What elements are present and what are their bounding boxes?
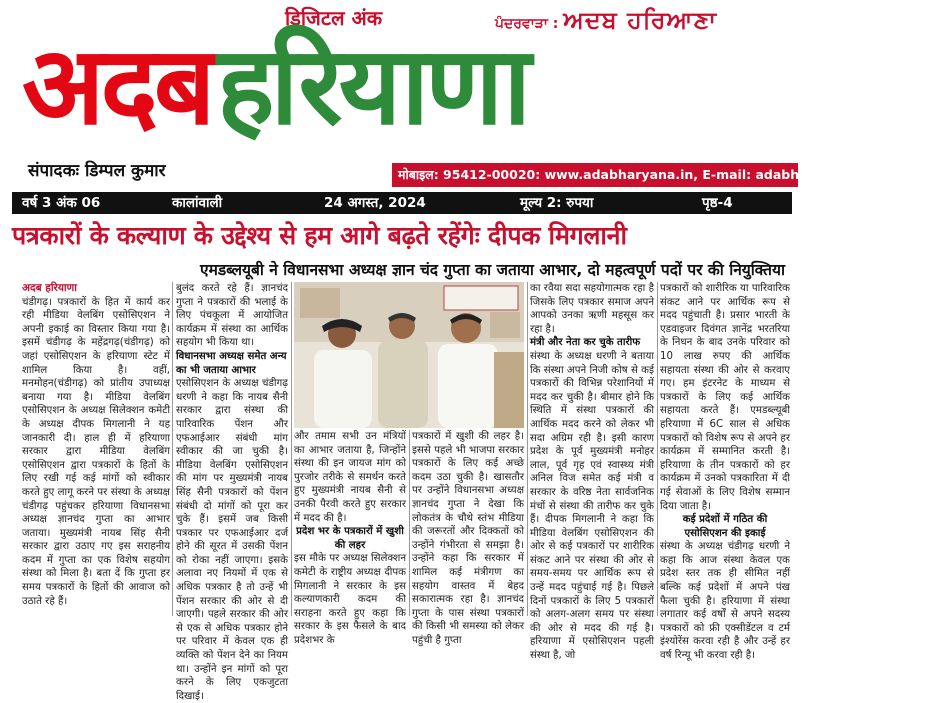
col3-text-c: पत्रकारों में खुशी की लहर है। इससे पहले भी भाजपा सरकार पत्रकारों के लिए कई अच्छे कदम उठा चुकी है। खासतौर पर उन्होंने विधानसभा अध्यक्ष ज्ञानचंद गुप्ता ने देखा कि लोकतंत्र के चौथे स्तंभ मीडिया की जरूरतों और दिक्कतों को उन्होंने गंभीरता से समझा है। उन्होंने कहा कि सरकार में शामिल कई मंत्रीगण का सहयोग वास्तव में बेहद सकारात्मक रहा है। ज्ञानचंद गुप्ता के पास संस्था पत्रकारों की किसी भी समस्या को लेकर पहुंची है गुप्ता bbox=[412, 431, 524, 646]
col4-section-heading: मंत्री और नेता कर चुके तारीफ bbox=[530, 337, 641, 349]
article-column-5 bbox=[660, 282, 790, 662]
headline: पत्रकारों के कल्याण के उद्देश्य से हम आगे बढ़ते रहेंगेः दीपक मिगलानी bbox=[12, 221, 627, 250]
date: 24 अगस्त, 2024 bbox=[324, 195, 426, 211]
contact-bar: मोबाइल: 95412-00020: www.adabharyana.in, E-mail: adabharyana@gmail.com bbox=[392, 163, 798, 187]
place: कालांवाली bbox=[172, 195, 223, 211]
punjabi-label: ਪੰਦਰਵਾੜਾ : bbox=[495, 16, 559, 32]
price: मूल्य 2: रुपया bbox=[520, 195, 594, 211]
editor-line: संपादकः डिम्पल कुमार bbox=[28, 161, 166, 181]
col3-text-a: और तमाम सभी उन मंत्रियों का आभार जताया है, जिन्होंने संस्था की इन जायज मांग को पुरजोर तरीके से समर्थन करते हुए मुख्यमंत्री नायब सैनी से उनकी पैरवी करते हुए सरकार में मदद की है। bbox=[294, 431, 406, 524]
byline: अदब हरियाणा bbox=[22, 282, 77, 294]
col2-text-b: एसोसिएशन के अध्यक्ष चंडीगढ़ धरणी ने कहा कि नायब सैनी सरकार द्वारा संस्था की पारिवारिक पेंशन और एफआईआर संबंधी मांग स्वीकार की जा चुकी है। मीडिया वेलबिंग एसोसिएशन की मांग पर मुख्यमंत्री नायब सिंह सैनी पत्रकारों को पेंशन संबंधी दो मांगों को पूरा कर चुके हैं। इसमें जब किसी पत्रकार पर एफआईआर दर्ज होने की सूरत में उसकी पेंशन को रोका नहीं जाएगा। इसके अलावा नए नियमों में एक से अधिक पत्रकार है तो उन्हें भी पेंशन सरकार की ओर से दी जाएगी। पहले सरकार की ओर से एक से अधिक पत्रकार होने पर परिवार में केवल एक ही व्यक्ति को पेंशन देने का नियम था। उन्होंने इन मांगों को पूरा करने के लिए एकजुटता दिखाई। bbox=[176, 378, 288, 702]
article-column-2 bbox=[176, 282, 288, 702]
col2-text-a: बुलंद करते रहे हैं। ज्ञानचंद गुप्ता ने पत्रकारों की भलाई के लिए पंचकूला में आयोजित कार्यक्रम में संस्था का आर्थिक सहयोग भी किया था। bbox=[176, 283, 288, 349]
newspaper-logo bbox=[22, 24, 528, 149]
digital-edition-label: डिजिटल अंक bbox=[285, 6, 383, 30]
article-column-3a bbox=[294, 430, 406, 646]
photo-illustration bbox=[294, 282, 524, 428]
subheadline: एमडब्लयूबी ने विधानसभा अध्यक्ष ज्ञान चंद गुप्ता का जताया आभार, दो महत्वपूर्ण पदों पर की नियुक्तिया bbox=[200, 261, 785, 279]
punjabi-title: ਅਦਬ ਹਰਿਆਣਾ bbox=[563, 6, 718, 34]
col1-text: चंडीगढ़। पत्रकारों के हित में कार्य कर रही मीडिया वेलबिंग एसोसिएशन ने अपनी इकाई का विस्तार किया गया है। इसमें चंडीगढ़ के महेंद्रगढ़(चंडीगढ़) को जहां एसोसिएशन के हरियाणा स्टेट में शामिल किया है। वहीं, मनमोहन(चंडीगढ़) को प्रांतीय उपाध्यक्ष बनाया गया है। मीडिया वेलबिंग एसोसिएशन के अध्यक्ष सिलेक्शन कमेटी के अध्यक्ष दीपक मिगलानी ने यह जानकारी दी। हाल ही में हरियाणा सरकार द्वारा मीडिया वेलबिंग एसोसिएशन द्वारा पत्रकारों के हितों के लिए रखी गई कई मांगों को स्वीकार करते हुए लागू करने पर संस्था के अध्यक्ष चंडीगढ़ पहुंचकर हरियाणा विधानसभा अध्यक्ष ज्ञानचंद गुप्ता का आभार जताया। मुख्यमंत्री नायब सिंह सैनी सरकार द्वारा उठाए गए इस सराहनीय कदम में गुप्ता का एक विशेष सहयोग संस्था को मिला है। बता दें कि गुप्ता हर समय पत्रकारों के हितों की आवाज को उठाते रहे हैं। bbox=[22, 296, 170, 607]
article-column-1 bbox=[22, 282, 170, 616]
info-bar bbox=[12, 192, 792, 214]
volume-issue: वर्ष 3 अंक 06 bbox=[22, 195, 101, 211]
logo-part-1: अदब bbox=[22, 24, 212, 149]
col3-section-heading: प्रदेश भर के पत्रकारों में खुशी की लहर bbox=[296, 526, 404, 551]
punjabi-masthead bbox=[495, 6, 717, 34]
page-number: पृष्ठ-4 bbox=[702, 195, 733, 211]
col5-text-b: संस्था के अध्यक्ष चंडीगढ़ धरणी ने कहा कि आज संस्था केवल एक प्रदेश स्तर तक ही सीमित नहीं बल्कि कई प्रदेशों में अपने पंख फैला चुकी है। हरियाणा में संस्था लगातार कई वर्षों से अपने सदस्य पत्रकारों को फ्री एक्सीडेंटल व टर्म इंश्योरेंस करवा रही है और उन्हें हर वर्ष रिन्यू भी करवा रही है। bbox=[660, 541, 790, 662]
article-photo bbox=[294, 282, 524, 428]
col4-text-b: संस्था के अध्यक्ष धरणी ने बताया कि संस्था अपने निजी कोष से कई पत्रकारों की विभिन्न परेशानियों में मदद कर चुकी है। बीमार होने कि स्थिति में संस्था पत्रकारों की आर्थिक मदद करने को लेकर भी सदा अग्रिम रही है। इसी कारण प्रदेश के पूर्व मुख्यमंत्री मनोहर लाल, पूर्व गृह एवं स्वास्थ्य मंत्री अनिल विज समेत कई मंत्री व सरकार के वरिष्ठ नेता सार्वजनिक मंचों से संस्था की तारीफ कर चुके हैं। दीपक मिगलानी ने कहा कि मीडिया वेलबिंग एसोसिएशन की ओर से कई पत्रकारों पर शारीरिक संकट आने पर संस्था की ओर से समय-समय पर आर्थिक रूप से उन्हें मदद पहुंचाई गई है। पिछले दिनों पत्रकारों के लिए 5 पत्रकारों को अलग-अलग समय पर संस्था की ओर से मदद की गई है। हरियाणा में एसोसिएशन पहली संस्था है, जो bbox=[530, 350, 654, 662]
col5-text-a: पत्रकारों को शारीरिक या पारिवारिक संकट आने पर आर्थिक रूप से मदद पहुंचाती है। प्रसार भारती के एडवाइजर दिवंगत ज्ञानेंद्र भरतरिया के निधन के बाद उनके परिवार को 10 लाख रुपए की आर्थिक सहायता संस्था की ओर से करवाए गए। हम इंटरनेट के माध्यम से पत्रकारों के लिए कई आर्थिक सहायता करते हैं। एमडब्ल्यूबी हरियाणा में 6C साल से अधिक पत्रकारों को विशेष रूप से अपने हर कार्यक्रम में सम्मानित करती है। हरियाणा के तीन पत्रकारों को हर कार्यक्रम में उनको पत्रकारिता में दी गई सेवाओं के लिए विशेष सम्मान दिया जाता है। bbox=[660, 283, 790, 512]
col4-text-a: का रवैया सदा सहयोगात्मक रहा है जिसके लिए पत्रकार समाज अपने आपको उनका ऋणी महसूस कर रहा है। bbox=[530, 283, 654, 335]
col5-section-heading: कई प्रदेशों में गठित की एसोसिएशन की इकाई bbox=[682, 514, 768, 539]
col2-section-heading: विधानसभा अध्यक्ष समेत अन्य का भी जताया आभार bbox=[176, 350, 287, 376]
article-column-3b bbox=[412, 430, 524, 646]
article-column-4 bbox=[530, 282, 654, 662]
col3-text-b: इस मौके पर अध्यक्ष सिलेक्शन कमेटी के राष्ट्रीय अध्यक्ष दीपक मिगलानी ने सरकार के इस कल्याणकारी कदम की सराहना करते हुए कहा कि सरकार के इस फैसले के बाद प्रदेशभर के bbox=[294, 553, 406, 646]
logo-part-2: हरियाणा bbox=[217, 24, 528, 149]
